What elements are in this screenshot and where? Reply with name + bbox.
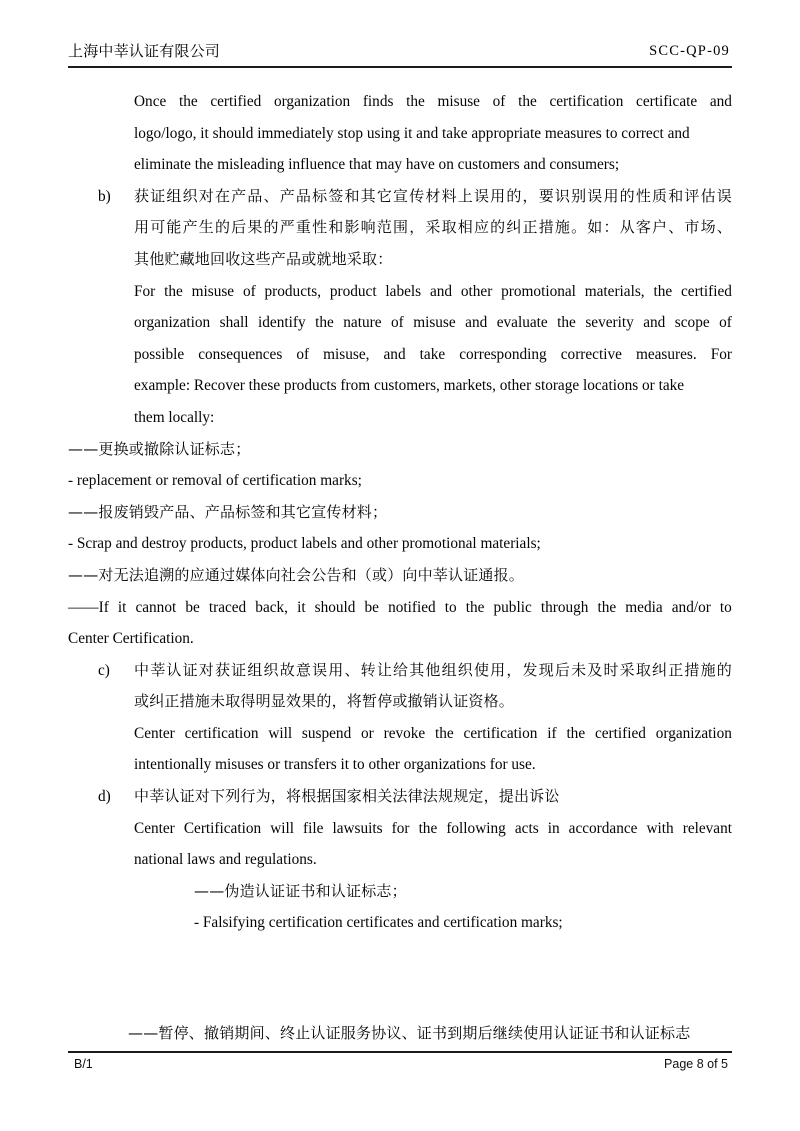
text-token: 、 bbox=[344, 660, 360, 679]
text-line: - Falsifying certification certificates and certification marks; bbox=[194, 914, 563, 932]
text-token: Center bbox=[134, 724, 175, 742]
text-token: be bbox=[364, 598, 379, 616]
text-token: 证 bbox=[182, 660, 198, 679]
text-line bbox=[134, 149, 732, 181]
text-token: ， bbox=[409, 218, 425, 237]
text-token: certified bbox=[210, 93, 262, 110]
text-token: 影 bbox=[344, 218, 360, 237]
text-token: it bbox=[297, 598, 306, 616]
text-token: 的 bbox=[619, 186, 635, 205]
text-token: lawsuits bbox=[332, 819, 383, 837]
text-token: 措 bbox=[538, 218, 554, 237]
text-token: logo/logo, it should immediately stop using it and take appropriate measures to correct and bbox=[134, 124, 690, 142]
text-token: 材 bbox=[425, 186, 441, 205]
text-token: 获 bbox=[214, 660, 231, 679]
text-token: misuse bbox=[191, 282, 235, 300]
text-token: misuse bbox=[437, 93, 480, 110]
text-token: 组 bbox=[247, 660, 263, 679]
text-token: misuse, bbox=[323, 345, 370, 363]
text-token: promotional bbox=[501, 282, 576, 300]
text-token: consequences bbox=[198, 345, 283, 363]
text-token: 严 bbox=[279, 218, 295, 237]
text-line bbox=[134, 181, 732, 213]
text-token: Certification bbox=[183, 819, 262, 837]
text-token: 认 bbox=[166, 660, 182, 679]
text-token: 其 bbox=[409, 660, 425, 679]
text-token: 他 bbox=[425, 660, 441, 679]
text-token: cannot bbox=[135, 598, 177, 616]
text-token: 能 bbox=[166, 218, 182, 237]
text-line bbox=[134, 86, 732, 118]
text-token: 质 bbox=[652, 186, 668, 205]
text-token: 估 bbox=[700, 186, 716, 205]
text-token: other bbox=[460, 282, 493, 300]
text-token: 、 bbox=[716, 218, 732, 237]
text-line bbox=[134, 212, 732, 244]
text-token: organization bbox=[273, 93, 351, 110]
text-token: ——If bbox=[68, 598, 109, 616]
text-token: take bbox=[419, 345, 446, 363]
text-token: 误 bbox=[312, 660, 328, 679]
text-token: of bbox=[492, 93, 506, 110]
text-token: the bbox=[566, 724, 586, 742]
text-token: severity bbox=[585, 314, 634, 332]
text-token: the bbox=[406, 93, 425, 110]
text-token: 时 bbox=[603, 660, 619, 679]
text-token: For bbox=[134, 282, 156, 300]
text-token: 采 bbox=[619, 660, 635, 679]
text-token: evaluate bbox=[496, 314, 548, 332]
text-token: 从 bbox=[619, 218, 635, 237]
text-token: 让 bbox=[376, 660, 393, 679]
text-token: 给 bbox=[393, 660, 409, 679]
text-token: 使 bbox=[473, 660, 490, 679]
text-token: 误 bbox=[587, 186, 603, 205]
text-token: for bbox=[391, 819, 410, 837]
text-line bbox=[134, 370, 732, 402]
text-token: if bbox=[547, 724, 557, 742]
text-line bbox=[134, 118, 732, 150]
page-header bbox=[68, 41, 732, 61]
text-token: 转 bbox=[360, 660, 376, 679]
text-token: 组 bbox=[441, 660, 457, 679]
text-token: it bbox=[117, 598, 127, 616]
text-token: the bbox=[557, 314, 576, 332]
text-token: ： bbox=[603, 218, 619, 237]
text-token: 宣 bbox=[393, 186, 409, 205]
text-token: 性 bbox=[312, 218, 328, 237]
text-token: 证 bbox=[150, 186, 166, 205]
text-line bbox=[134, 718, 732, 750]
text-token: file bbox=[303, 819, 324, 837]
text-token: possible bbox=[134, 345, 185, 363]
text-token: 围 bbox=[393, 218, 409, 237]
text-token: 对 bbox=[198, 186, 214, 205]
text-token: 后 bbox=[554, 660, 571, 679]
text-token: 中 bbox=[134, 660, 150, 679]
text-token: 取 bbox=[441, 218, 457, 237]
text-token: 用 bbox=[490, 660, 506, 679]
text-token: 组 bbox=[166, 186, 182, 205]
text-line bbox=[134, 813, 732, 845]
text-token: the bbox=[518, 93, 537, 110]
text-token: 生 bbox=[198, 218, 214, 237]
text-token: and bbox=[429, 282, 453, 300]
text-token: to bbox=[444, 598, 457, 616]
text-token: 正 bbox=[522, 218, 538, 237]
text-line bbox=[134, 307, 732, 339]
text-token: 市 bbox=[684, 218, 700, 237]
text-token: certified bbox=[680, 282, 732, 300]
text-token: the bbox=[178, 93, 198, 110]
text-token: 用 bbox=[603, 186, 619, 205]
text-token: 施 bbox=[554, 218, 571, 237]
text-token: with bbox=[646, 819, 674, 837]
text-token: following bbox=[446, 819, 506, 837]
text-token: misuse bbox=[413, 314, 456, 332]
dash-list-line: ——更换或撤除认证标志； bbox=[68, 439, 251, 458]
text-token: the bbox=[597, 598, 617, 616]
text-token: the bbox=[465, 598, 485, 616]
text-token: will bbox=[268, 724, 293, 742]
text-token: 签 bbox=[328, 186, 344, 205]
paragraph-a-continuation bbox=[68, 86, 732, 181]
text-token: the bbox=[315, 314, 334, 332]
text-line: 中莘认证对下列行为，将根据国家相关法律法规规定，提出诉讼 bbox=[134, 787, 560, 806]
text-token: 的 bbox=[214, 218, 231, 237]
text-token: revoke bbox=[383, 724, 426, 742]
list-item-d-body bbox=[134, 781, 732, 939]
text-token: 产 bbox=[231, 186, 247, 205]
text-line: them locally: bbox=[134, 408, 215, 426]
text-token: 重 bbox=[295, 218, 312, 237]
text-token: 后 bbox=[231, 218, 247, 237]
text-token: nature bbox=[343, 314, 382, 332]
text-token: certification bbox=[463, 724, 538, 742]
paragraph-traced-back bbox=[68, 592, 732, 655]
text-token: example: Recover these products from customers, markets, other storage locations or take bbox=[134, 377, 685, 395]
text-token: 、 bbox=[263, 186, 279, 205]
text-token: 的 bbox=[506, 186, 522, 205]
footer-divider bbox=[68, 1051, 732, 1053]
text-token: 户 bbox=[652, 218, 668, 237]
text-token: the bbox=[435, 724, 454, 742]
text-token: 产 bbox=[279, 186, 295, 205]
text-token: 响 bbox=[360, 218, 376, 237]
text-token: 标 bbox=[312, 186, 328, 205]
text-token: 误 bbox=[716, 186, 732, 205]
list-item-d bbox=[68, 781, 732, 939]
text-token: the bbox=[418, 819, 438, 837]
text-token: be bbox=[185, 598, 200, 616]
list-item-c bbox=[68, 655, 732, 781]
text-token: 证 bbox=[231, 660, 247, 679]
text-token: certification bbox=[184, 724, 259, 742]
text-token: 。 bbox=[571, 218, 587, 237]
text-token: and/or bbox=[671, 598, 711, 616]
text-token: of bbox=[242, 282, 256, 300]
text-token: 场 bbox=[700, 218, 716, 237]
list-marker-c: c) bbox=[98, 661, 110, 679]
text-line bbox=[134, 276, 732, 308]
text-token: acts bbox=[514, 819, 539, 837]
text-token: ， bbox=[506, 660, 522, 679]
text-token: notified bbox=[388, 598, 436, 616]
header-divider bbox=[68, 66, 732, 68]
text-token: 用 bbox=[134, 218, 150, 237]
text-token: 产 bbox=[182, 218, 198, 237]
text-token: 、 bbox=[668, 218, 684, 237]
text-token: finds bbox=[362, 93, 394, 110]
text-token: 和 bbox=[668, 186, 684, 205]
text-token: organization bbox=[134, 314, 211, 332]
text-token: or bbox=[361, 724, 374, 742]
text-token: 意 bbox=[295, 660, 312, 679]
text-token: 相 bbox=[457, 218, 473, 237]
text-token: should bbox=[314, 598, 356, 616]
text-token: suspend bbox=[301, 724, 352, 742]
text-token: 织 bbox=[263, 660, 279, 679]
text-token: eliminate the misleading influence that may have on customers and consumers; bbox=[134, 156, 620, 174]
text-token: 性 bbox=[635, 186, 652, 205]
text-token: media bbox=[625, 598, 663, 616]
text-token: 用 bbox=[490, 186, 506, 205]
footer-page-number: Page 8 of 5 bbox=[664, 1057, 728, 1071]
text-token: 未 bbox=[571, 660, 587, 679]
text-token: and bbox=[709, 93, 732, 110]
text-line bbox=[68, 592, 732, 624]
text-token: certificate bbox=[636, 93, 698, 110]
text-token: 和 bbox=[344, 186, 360, 205]
text-token: 的 bbox=[263, 218, 279, 237]
text-token: 对 bbox=[198, 660, 214, 679]
text-token: 品 bbox=[295, 186, 312, 205]
text-token: 的 bbox=[716, 660, 732, 679]
text-token: through bbox=[540, 598, 589, 616]
text-token: corresponding bbox=[459, 345, 547, 363]
text-token: 发 bbox=[522, 660, 538, 679]
text-token: 在 bbox=[214, 186, 231, 205]
text-token: 用 bbox=[328, 660, 344, 679]
text-token: certified bbox=[594, 724, 646, 742]
text-token: 施 bbox=[700, 660, 716, 679]
text-token: 要 bbox=[538, 186, 554, 205]
text-line: Center Certification. bbox=[68, 630, 194, 648]
text-token: product bbox=[329, 282, 377, 300]
text-token: 它 bbox=[376, 186, 393, 205]
text-line: intentionally misuses or transfers it to other organizations for use. bbox=[134, 756, 536, 774]
list-item-b-body bbox=[134, 181, 732, 434]
document-body bbox=[68, 86, 732, 1050]
text-token: 范 bbox=[376, 218, 393, 237]
spacer bbox=[68, 1002, 732, 1018]
text-token: 传 bbox=[409, 186, 425, 205]
text-line: ——伪造认证证书和认证标志； bbox=[194, 881, 407, 900]
trailing-text-line: ——暂停、撤销期间、终止认证服务协议、证书到期后继续使用认证证书和认证标志 bbox=[128, 1024, 691, 1043]
list-marker-d: d) bbox=[98, 788, 111, 806]
text-token: 如 bbox=[587, 218, 603, 237]
text-token: 取 bbox=[635, 660, 652, 679]
text-token: 及 bbox=[587, 660, 603, 679]
text-token: measures. bbox=[635, 345, 697, 363]
text-token: 果 bbox=[247, 218, 263, 237]
text-token: scope bbox=[674, 314, 710, 332]
spacer bbox=[68, 939, 732, 971]
dash-list-line: ——对无法追溯的应通过媒体向社会公告和（或）向中莘认证通报。 bbox=[68, 565, 525, 584]
text-token: 其 bbox=[360, 186, 376, 205]
text-line bbox=[134, 655, 732, 687]
text-token: 纠 bbox=[652, 660, 668, 679]
spacer bbox=[68, 971, 732, 1003]
text-token: 误 bbox=[473, 186, 490, 205]
text-token: 织 bbox=[182, 186, 198, 205]
dash-list-line: ——报废销毁产品、产品标签和其它宣传材料； bbox=[68, 502, 388, 521]
text-token: 客 bbox=[635, 218, 652, 237]
dash-list-block-1 bbox=[68, 434, 732, 592]
text-token: 识 bbox=[554, 186, 571, 205]
footer-revision: B/1 bbox=[74, 1057, 93, 1071]
text-token: of bbox=[296, 345, 310, 363]
text-token: and bbox=[383, 345, 406, 363]
text-token: will bbox=[270, 819, 294, 837]
text-token: Center bbox=[134, 819, 175, 837]
text-token: certification bbox=[549, 93, 624, 110]
text-token: 措 bbox=[684, 660, 700, 679]
text-token: and bbox=[465, 314, 488, 332]
text-token: shall bbox=[219, 314, 249, 332]
text-token: accordance bbox=[568, 819, 638, 837]
list-item-b bbox=[68, 181, 732, 434]
text-token: the bbox=[653, 282, 673, 300]
list-item-c-body bbox=[134, 655, 732, 781]
text-token: 品 bbox=[247, 186, 263, 205]
text-line: 或纠正措施未取得明显效果的，将暂停或撤销认证资格。 bbox=[134, 692, 515, 711]
text-token: and bbox=[643, 314, 666, 332]
text-line bbox=[134, 339, 732, 371]
text-token: of bbox=[390, 314, 404, 332]
text-token: organization bbox=[655, 724, 732, 742]
text-token: 应 bbox=[473, 218, 490, 237]
text-token: labels bbox=[385, 282, 422, 300]
list-marker-b: b) bbox=[98, 187, 111, 205]
text-token: relevant bbox=[682, 819, 732, 837]
dash-list-line: - Scrap and destroy products, product labels and other promotional materials; bbox=[68, 535, 541, 553]
text-token: 别 bbox=[571, 186, 587, 205]
text-line: 其他贮藏地回收这些产品或就地采取： bbox=[134, 249, 393, 268]
text-token: 和 bbox=[328, 218, 344, 237]
text-token: 可 bbox=[150, 218, 166, 237]
text-token: corrective bbox=[560, 345, 622, 363]
text-token: to bbox=[719, 598, 732, 616]
header-document-code: SCC-QP-09 bbox=[649, 42, 730, 59]
page-footer bbox=[68, 1057, 732, 1071]
text-token: 故 bbox=[279, 660, 295, 679]
text-token: traced bbox=[208, 598, 247, 616]
text-token: the bbox=[164, 282, 183, 300]
text-token: 正 bbox=[668, 660, 684, 679]
text-token: 获 bbox=[134, 186, 150, 205]
text-token: 评 bbox=[684, 186, 700, 205]
text-token: Once bbox=[134, 93, 167, 110]
text-token: public bbox=[493, 598, 532, 616]
text-token: products, bbox=[264, 282, 322, 300]
text-token: ， bbox=[522, 186, 538, 205]
text-token: materials, bbox=[584, 282, 645, 300]
text-token: 上 bbox=[457, 186, 473, 205]
text-token: For bbox=[710, 345, 732, 363]
text-token: 纠 bbox=[506, 218, 522, 237]
text-token: back, bbox=[255, 598, 288, 616]
text-token: 料 bbox=[441, 186, 457, 205]
text-token: 现 bbox=[538, 660, 554, 679]
header-company-name: 上海中莘认证有限公司 bbox=[68, 42, 221, 60]
text-token: 织 bbox=[457, 660, 473, 679]
text-token: identify bbox=[258, 314, 306, 332]
text-line: national laws and regulations. bbox=[134, 851, 317, 869]
text-token: in bbox=[547, 819, 560, 837]
text-token: 莘 bbox=[150, 660, 166, 679]
dash-list-line: - replacement or removal of certification marks; bbox=[68, 472, 362, 490]
text-token: 采 bbox=[425, 218, 441, 237]
text-token: 的 bbox=[490, 218, 506, 237]
text-token: of bbox=[719, 314, 732, 332]
